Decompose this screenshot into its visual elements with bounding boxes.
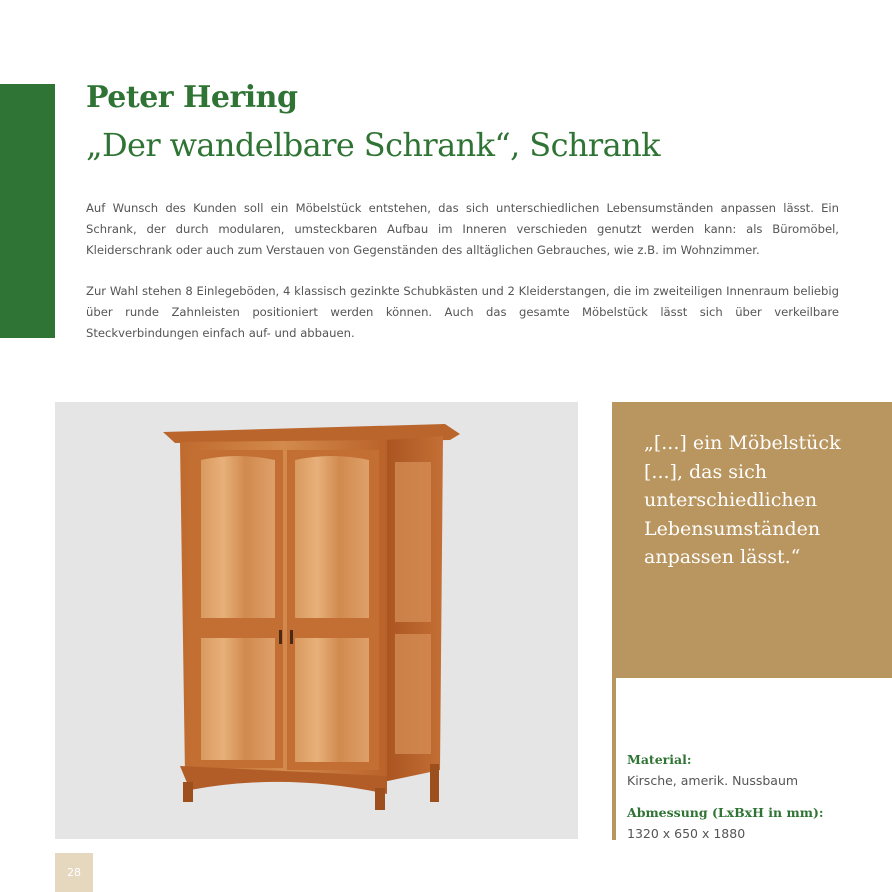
- gold-accent-line: [612, 678, 616, 840]
- material-value: Kirsche, amerik. Nussbaum: [627, 773, 799, 788]
- wardrobe-illustration: [55, 402, 578, 839]
- description-paragraph-2: Zur Wahl stehen 8 Einlegeböden, 4 klassisch gezinkte Schubkästen und 2 Kleiderstangen, die im zweiteiligen Innenraum beliebig über runde Zahnleisten positioniert werden können. Auch das gesamte Möbelstück lässt sich über verkeilbare Steckverbindungen einfach auf- und abbauen.: [86, 284, 839, 340]
- page-number-box: [55, 853, 93, 892]
- pull-quote-box: [612, 402, 892, 678]
- green-accent-bar: [0, 84, 55, 338]
- pull-quote: „[...] ein Möbelstück [...], das sich unterschiedlichen Lebensumständen anpassen lässt.“: [644, 432, 841, 568]
- page-number: 28: [67, 866, 81, 879]
- wardrobe-photo: [55, 402, 578, 839]
- material-label: Material:: [627, 752, 692, 767]
- dimensions-label: Abmessung (LxBxH in mm):: [627, 805, 824, 820]
- page-title: „Der wandelbare Schrank“, Schrank: [86, 126, 660, 164]
- author-name: Peter Hering: [86, 80, 298, 115]
- description-paragraph-1: Auf Wunsch des Kunden soll ein Möbelstück entstehen, das sich unterschiedlichen Lebensumständen anpassen lässt. Ein Schrank, der durch modularen, umsteckbaren Aufbau im Inneren verschieden genutzt werden kann: als Büromöbel, Kleiderschrank oder auch zum Verstauen von Gegenständen des alltäglichen Gebrauches, wie z.B. im Wohnzimmer.: [86, 201, 839, 257]
- dimensions-value: 1320 x 650 x 1880: [627, 826, 746, 841]
